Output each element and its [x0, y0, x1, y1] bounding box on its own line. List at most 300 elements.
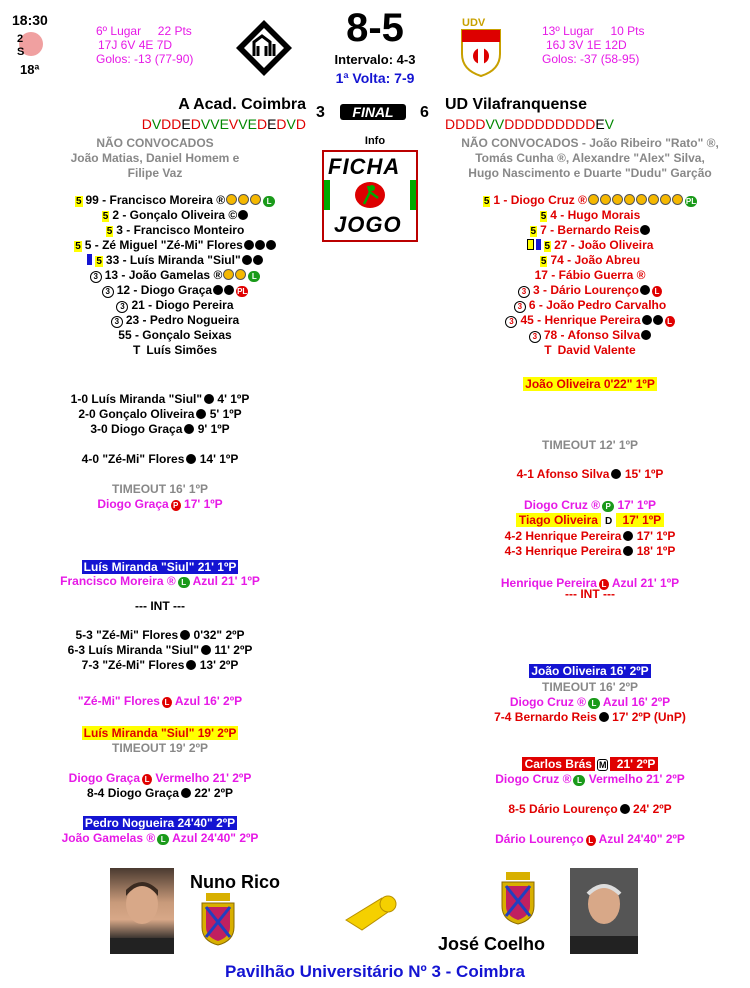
goal-ball-icon — [213, 285, 223, 295]
referee-1-name: Nuno Rico — [190, 872, 280, 892]
away-goals: Golos: -37 (58-95) — [542, 52, 640, 66]
event-row[interactable] — [430, 695, 750, 709]
event-time: 18' 1ºP — [633, 544, 676, 558]
event-row[interactable] — [430, 529, 750, 543]
red-card-icon: L — [599, 579, 609, 590]
starter-icon: 5 — [106, 226, 113, 237]
event-time: Azul 16' 2ºP — [171, 694, 243, 708]
event-row[interactable] — [430, 377, 750, 391]
goal-ball-icon — [253, 255, 263, 265]
event-time: 14' 1ºP — [196, 452, 239, 466]
event-text: 3-0 Diogo Graça — [90, 422, 183, 436]
goal-ball-icon — [266, 240, 276, 250]
form-letter: D — [575, 116, 586, 132]
home-record: 17J 6V 4E 7D — [98, 38, 173, 52]
player-row[interactable] — [30, 328, 320, 343]
event-time: 9' 1ºP — [194, 422, 230, 436]
event-row[interactable] — [0, 771, 320, 785]
event-text: 7-3 "Zé-Mi" Flores — [81, 658, 185, 672]
away-lineup — [445, 193, 735, 358]
goal-ball-icon — [623, 546, 633, 556]
event-text: TIMEOUT 19' 2ºP — [112, 741, 208, 755]
player-row[interactable] — [445, 208, 735, 223]
home-not-called — [40, 136, 270, 181]
event-row[interactable] — [0, 497, 320, 511]
event-time: 17' 1ºP — [616, 513, 664, 527]
yellow-card-icon — [527, 239, 534, 250]
event-row[interactable] — [430, 438, 750, 452]
event-time: Vermelho 21' 2ºP — [585, 772, 685, 786]
interval-score: Intervalo: 4-3 — [334, 52, 416, 67]
event-text: Diogo Graça — [97, 497, 169, 511]
event-row[interactable] — [0, 482, 320, 496]
event-text: Francisco Moreira ® — [60, 574, 176, 588]
event-text: João Gamelas ® — [61, 831, 156, 845]
player-name: 2 - Gonçalo Oliveira © — [112, 208, 238, 222]
event-time: 24' 2ºP — [629, 802, 672, 816]
goal-ball-icon — [204, 394, 214, 404]
player-row[interactable] — [445, 328, 735, 343]
form-letter: D — [256, 116, 268, 132]
player-row[interactable] — [30, 298, 320, 313]
home-points: 22 Pts — [157, 24, 192, 38]
referee-1-photo — [110, 868, 174, 954]
event-row[interactable] — [430, 772, 750, 786]
red-card-icon: L — [142, 774, 152, 785]
ficha-player-icon — [354, 180, 386, 210]
event-text: Luís Miranda "Siul" 21' 1ºP — [83, 560, 237, 574]
form-letter: D — [564, 116, 576, 132]
event-row[interactable] — [430, 710, 750, 724]
event-row[interactable] — [0, 628, 320, 642]
round-badge-icon — [14, 30, 44, 58]
red-card-icon: L — [652, 286, 662, 297]
player-row[interactable] — [30, 268, 320, 283]
player-row[interactable] — [30, 193, 320, 208]
player-name: 5 - Zé Miguel "Zé-Mi" Flores — [84, 238, 243, 252]
home-team-name[interactable]: A Acad. Coimbra — [178, 96, 306, 113]
event-time: Azul 21' 1ºP — [608, 576, 680, 590]
event-time: 21' 2ºP — [610, 757, 658, 771]
home-team-logo[interactable] — [234, 18, 294, 78]
green-card-icon: L — [248, 271, 260, 282]
player-name: 13 - João Gamelas ® — [104, 268, 223, 282]
event-time: 4' 1ºP — [214, 392, 250, 406]
event-row[interactable] — [430, 498, 750, 512]
substitute-icon: 3 — [518, 286, 530, 298]
substitute-icon: 3 — [111, 316, 123, 328]
goal-ball-icon — [623, 531, 633, 541]
away-not-called-line: Hugo Nascimento e Duarte "Dudu" Garção — [468, 166, 712, 180]
player-name: 78 - Afonso Silva — [543, 328, 641, 342]
form-letter: E — [595, 116, 605, 132]
event-time: 17' 2ºP (UnP) — [608, 710, 686, 724]
player-row[interactable] — [30, 253, 320, 268]
player-name: Luís Simões — [146, 343, 218, 357]
event-text: 4-2 Henrique Pereira — [504, 529, 622, 543]
starter-icon: 5 — [96, 256, 102, 267]
event-row[interactable] — [430, 467, 750, 481]
goal-ball-icon — [242, 255, 252, 265]
yellow-ball-icon — [660, 194, 671, 205]
green-penalty-icon: PL — [685, 197, 697, 206]
svg-text:2: 2 — [17, 33, 24, 45]
player-row[interactable] — [445, 283, 735, 298]
event-time: 13' 2ºP — [196, 658, 239, 672]
player-row[interactable] — [30, 223, 320, 238]
player-name: 1 - Diogo Cruz ® — [493, 193, 587, 207]
form-letter: D — [276, 116, 287, 132]
event-row[interactable] — [430, 544, 750, 558]
form-letter: E — [267, 116, 277, 132]
player-name: 33 - Luís Miranda "Siul" — [105, 253, 241, 267]
player-row[interactable] — [445, 268, 735, 283]
player-name: 7 - Bernardo Reis — [540, 223, 640, 237]
player-row[interactable] — [30, 238, 320, 253]
event-time: Azul 24'40" 2ºP — [169, 831, 259, 845]
home-lineup — [30, 193, 320, 358]
player-row[interactable] — [30, 208, 320, 223]
green-card-icon: L — [178, 577, 190, 588]
referee-1-crest-icon — [200, 893, 236, 947]
player-row[interactable] — [445, 193, 735, 208]
form-letter: V — [200, 116, 211, 132]
starter-icon: 5 — [102, 211, 109, 222]
event-text: Diogo Cruz ® — [495, 772, 572, 786]
yellow-ball-icon — [235, 269, 246, 280]
form-letter: V — [485, 116, 495, 132]
goal-ball-icon — [642, 315, 652, 325]
delegate-icon: D — [604, 516, 613, 527]
away-team-name[interactable]: UD Vilafranquense — [445, 96, 587, 113]
event-text: TIMEOUT 16' 2ºP — [542, 680, 638, 694]
player-name: 3 - Francisco Monteiro — [116, 223, 245, 237]
yellow-ball-icon — [648, 194, 659, 205]
event-time: 17' 1ºP — [633, 529, 676, 543]
starter-icon: 5 — [483, 196, 490, 207]
form-letter: D — [465, 116, 476, 132]
form-letter: V — [238, 116, 248, 132]
final-label: FINAL — [340, 104, 406, 120]
event-time: Azul 24'40" 2ºP — [595, 832, 685, 846]
substitute-icon: 3 — [529, 331, 541, 343]
player-name: David Valente — [557, 343, 636, 357]
starter-icon: 5 — [75, 241, 81, 252]
event-row[interactable] — [0, 786, 320, 800]
event-time: 0'32" 2ºP — [190, 628, 245, 642]
svg-text:UDV: UDV — [462, 17, 486, 29]
form-letter: D — [524, 116, 535, 132]
event-time: 15' 1ºP — [621, 467, 664, 481]
green-card-icon: L — [573, 775, 585, 786]
form-letter: D — [475, 116, 486, 132]
yellow-ball-icon — [588, 194, 599, 205]
home-stats — [96, 24, 193, 66]
ficha-label: FICHA — [328, 154, 401, 179]
goal-ball-icon — [186, 660, 196, 670]
home-fouls: 3 — [316, 104, 325, 121]
event-text: Carlos Brás — [522, 757, 595, 771]
player-row[interactable] — [445, 313, 735, 328]
first-leg-score: 1ª Volta: 7-9 — [335, 70, 415, 86]
event-row[interactable] — [0, 643, 320, 657]
home-not-called-title: NÃO CONVOCADOS — [96, 136, 214, 150]
yellow-ball-icon — [636, 194, 647, 205]
event-text: 7-4 Bernardo Reis — [494, 710, 597, 724]
player-name: 4 - Hugo Morais — [550, 208, 641, 222]
form-letter: V — [286, 116, 296, 132]
player-row[interactable] — [30, 343, 320, 358]
player-name: 23 - Pedro Nogueira — [125, 313, 240, 327]
player-name: 17 - Fábio Guerra ® — [534, 268, 646, 282]
form-letter: V — [604, 116, 614, 132]
goal-ball-icon — [196, 409, 206, 419]
svg-text:S: S — [17, 46, 25, 58]
away-points: 10 Pts — [610, 24, 645, 38]
player-name: 45 - Henrique Pereira — [520, 313, 641, 327]
substitute-icon: 3 — [514, 301, 526, 313]
away-not-called — [440, 136, 740, 181]
form-letter: E — [219, 116, 229, 132]
event-text: TIMEOUT 16' 1ºP — [112, 482, 208, 496]
form-letter: D — [141, 116, 152, 132]
event-text: Henrique Pereira — [500, 576, 597, 590]
starter-icon: 5 — [540, 211, 547, 222]
referee-2-crest-icon — [500, 872, 536, 926]
referee-2-name: José Coelho — [438, 934, 546, 954]
player-row[interactable] — [445, 298, 735, 313]
event-row[interactable] — [0, 831, 320, 845]
event-time: 17' 1ºP — [614, 498, 657, 512]
event-row[interactable] — [430, 832, 750, 846]
yellow-ball-icon — [624, 194, 635, 205]
away-record: 16J 3V 1E 12D — [546, 38, 627, 52]
goal-ball-icon — [640, 285, 650, 295]
red-card-icon: L — [586, 835, 596, 846]
event-text: "Zé-Mi" Flores — [77, 694, 160, 708]
yellow-ball-icon — [223, 269, 234, 280]
event-row[interactable] — [430, 513, 750, 527]
goal-ball-icon — [201, 645, 211, 655]
substitute-icon: 3 — [116, 301, 128, 313]
player-row[interactable] — [445, 238, 735, 253]
event-text: Tiago Oliveira — [516, 513, 601, 527]
event-time: Azul 16' 2ºP — [600, 695, 671, 709]
player-row[interactable] — [30, 283, 320, 298]
home-position: 6º Lugar — [96, 24, 142, 38]
event-row[interactable] — [430, 680, 750, 694]
goal-ball-icon — [180, 630, 190, 640]
player-row[interactable] — [445, 223, 735, 238]
event-text: Pedro Nogueira 24'40" 2ºP — [84, 816, 236, 830]
green-card-icon: L — [263, 196, 275, 207]
home-form — [100, 116, 306, 132]
event-row[interactable] — [430, 757, 750, 771]
event-row[interactable] — [0, 726, 320, 740]
coach-icon: T — [544, 343, 552, 357]
green-card-icon: L — [588, 698, 600, 709]
form-letter: V — [151, 116, 162, 132]
official-icon: M — [598, 760, 607, 770]
whistle-icon — [342, 892, 406, 932]
form-letter: D — [504, 116, 515, 132]
green-card-icon: L — [157, 834, 169, 845]
yellow-ball-icon — [600, 194, 611, 205]
event-row[interactable] — [0, 574, 320, 588]
event-text: 2-0 Gonçalo Oliveira — [78, 407, 195, 421]
event-text: Dário Lourenço — [495, 832, 584, 846]
player-name: 27 - João Oliveira — [554, 238, 654, 252]
event-time: 17' 1ºP — [180, 497, 223, 511]
event-text: 1-0 Luís Miranda "Siul" — [70, 392, 203, 406]
goal-ball-icon — [641, 330, 651, 340]
away-team-logo[interactable] — [456, 14, 506, 78]
home-goals: Golos: -13 (77-90) — [96, 52, 194, 66]
away-not-called-line: Tomás Cunha ®, Alexandre "Alex" Silva, — [475, 151, 705, 165]
form-letter: D — [295, 116, 306, 132]
form-letter: V — [210, 116, 220, 132]
green-penalty-icon: P — [602, 501, 614, 512]
form-letter: D — [514, 116, 525, 132]
starter-icon: 5 — [540, 256, 547, 267]
ficha-left-bar — [324, 180, 330, 210]
jogo-label: JOGO — [334, 212, 402, 237]
event-text: Luís Miranda "Siul" 19' 2ºP — [83, 726, 237, 740]
away-form — [445, 116, 614, 132]
away-position: 13º Lugar — [542, 24, 594, 38]
goal-ball-icon — [620, 804, 630, 814]
event-row[interactable] — [0, 452, 320, 466]
home-int-label: --- INT --- — [135, 599, 185, 613]
event-row[interactable] — [0, 694, 320, 708]
goal-ball-icon — [184, 424, 194, 434]
event-text: TIMEOUT 12' 1ºP — [542, 438, 638, 452]
info-label[interactable]: Info — [364, 135, 386, 147]
event-row[interactable] — [0, 658, 320, 672]
event-row[interactable] — [0, 392, 320, 406]
event-time: Vermelho 21' 2ºP — [152, 771, 252, 785]
event-text: 5-3 "Zé-Mi" Flores — [75, 628, 179, 642]
form-letter: D — [534, 116, 545, 132]
penalty-icon: P — [171, 500, 181, 511]
starter-icon: 5 — [544, 241, 551, 252]
final-score: 8-5 — [346, 6, 404, 50]
event-text: 8-4 Diogo Graça — [87, 786, 180, 800]
form-letter: D — [544, 116, 555, 132]
goal-ball-icon — [640, 225, 650, 235]
player-row[interactable] — [30, 313, 320, 328]
red-penalty-icon: PL — [237, 287, 248, 296]
venue: Pavilhão Universitário Nº 3 - Coimbra — [224, 962, 525, 981]
home-not-called-line: João Matias, Daniel Homem e — [70, 151, 240, 165]
form-letter: D — [161, 116, 172, 132]
player-name: 12 - Diogo Graça — [116, 283, 213, 297]
event-row[interactable] — [0, 407, 320, 421]
substitute-icon: 3 — [505, 316, 517, 328]
yellow-ball-icon — [612, 194, 623, 205]
referee-2-photo — [570, 868, 638, 954]
substitute-icon: 3 — [102, 286, 114, 298]
yellow-ball-icon — [672, 194, 683, 205]
red-card-icon: L — [665, 316, 675, 327]
form-letter: D — [554, 116, 565, 132]
goal-ball-icon — [653, 315, 663, 325]
event-time: 11' 2ºP — [211, 643, 253, 657]
goal-ball-icon — [181, 788, 191, 798]
player-name: 6 - João Pedro Carvalho — [528, 298, 667, 312]
player-row[interactable] — [445, 343, 735, 358]
away-not-called-title: NÃO CONVOCADOS - João Ribeiro "Rato" ®, — [461, 136, 719, 150]
form-letter: E — [247, 116, 257, 132]
home-not-called-line: Filipe Vaz — [127, 166, 183, 180]
ficha-right-bar — [410, 180, 416, 210]
event-row[interactable] — [430, 664, 750, 678]
event-text: Diogo Cruz ® — [509, 695, 586, 709]
away-stats — [542, 24, 644, 66]
event-time: 22' 2ºP — [191, 786, 233, 800]
yellow-ball-icon — [250, 194, 261, 205]
player-row[interactable] — [445, 253, 735, 268]
event-row[interactable] — [0, 422, 320, 436]
goal-ball-icon — [244, 240, 254, 250]
player-name: 99 - Francisco Moreira ® — [85, 193, 226, 207]
goal-ball-icon — [238, 210, 248, 220]
coach-icon: T — [132, 343, 141, 357]
away-int-label: --- INT --- — [565, 587, 615, 601]
starter-icon: 5 — [530, 226, 537, 237]
red-card-icon: L — [162, 697, 172, 708]
substitute-icon: 3 — [90, 271, 102, 283]
form-letter: D — [455, 116, 466, 132]
event-row[interactable] — [0, 741, 320, 755]
event-row[interactable] — [430, 802, 750, 816]
player-name: 74 - João Abreu — [550, 253, 641, 267]
event-text: Diogo Graça — [68, 771, 141, 785]
event-row[interactable] — [0, 560, 320, 574]
event-time: 5' 1ºP — [206, 407, 242, 421]
form-letter: D — [445, 116, 456, 132]
player-name: 3 - Dário Lourenço — [532, 283, 639, 297]
goal-ball-icon — [255, 240, 265, 250]
goal-ball-icon — [599, 712, 609, 722]
event-text: Diogo Cruz ® — [523, 498, 601, 512]
round-number: 18ª — [20, 62, 40, 77]
yellow-ball-icon — [226, 194, 237, 205]
event-row[interactable] — [0, 816, 320, 830]
ficha-jogo-button[interactable] — [322, 150, 418, 242]
player-name: 55 - Gonçalo Seixas — [118, 328, 232, 342]
goal-ball-icon — [611, 469, 621, 479]
event-text: João Oliveira 16' 2ºP — [531, 664, 649, 678]
yellow-ball-icon — [238, 194, 249, 205]
away-fouls: 6 — [420, 104, 429, 121]
form-letter: V — [228, 116, 239, 132]
goal-ball-icon — [186, 454, 196, 464]
starter-icon: 5 — [75, 196, 82, 207]
form-letter: D — [190, 116, 201, 132]
player-name: 21 - Diogo Pereira — [131, 298, 234, 312]
event-text: 4-1 Afonso Silva — [516, 467, 610, 481]
blue-card-icon — [536, 239, 541, 250]
form-letter: D — [585, 116, 596, 132]
form-letter: D — [171, 116, 182, 132]
event-time: Azul 21' 1ºP — [189, 574, 260, 588]
event-text: 4-3 Henrique Pereira — [504, 544, 622, 558]
event-text: 6-3 Luís Miranda "Siul" — [67, 643, 200, 657]
event-text: 8-5 Dário Lourenço — [508, 802, 618, 816]
event-text: João Oliveira 0'22" 1ºP — [525, 377, 655, 391]
goal-ball-icon — [224, 285, 234, 295]
